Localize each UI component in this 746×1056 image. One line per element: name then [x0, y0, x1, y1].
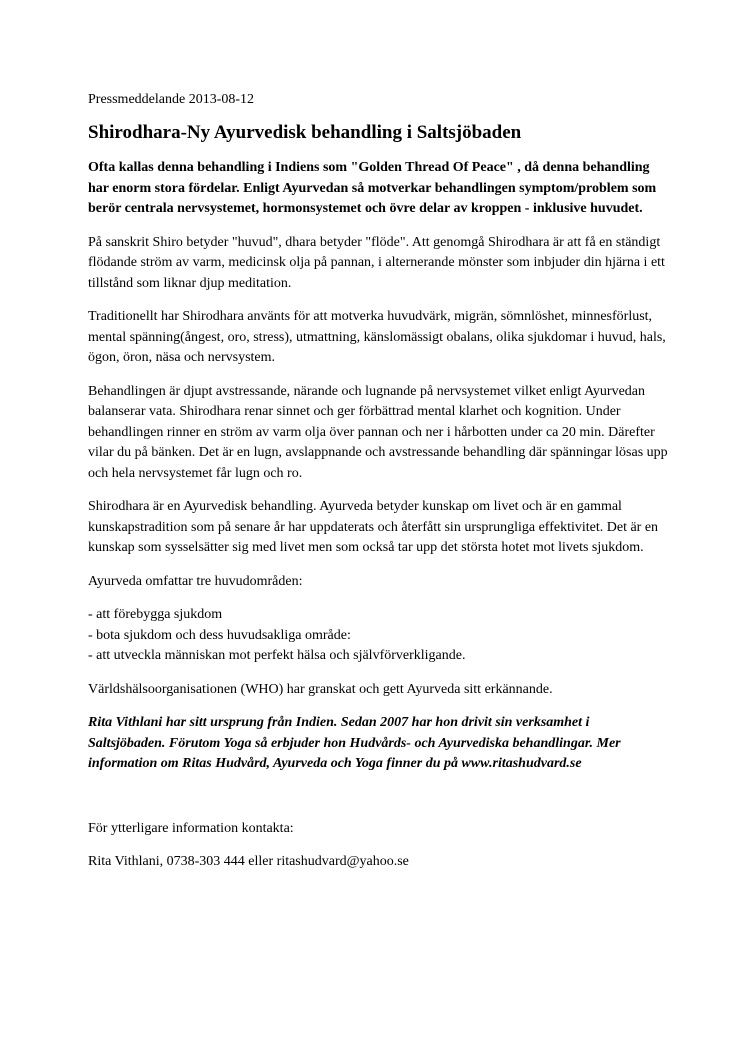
contact-details: Rita Vithlani, 0738-303 444 eller ritashudvard@yahoo.se [88, 854, 409, 869]
page-title: Shirodhara-Ny Ayurvedisk behandling i Saltsjöbaden [88, 122, 522, 143]
paragraph-sanskrit-meaning: På sanskrit Shiro betyder "huvud", dhara betyder "flöde". Att genomgå Shirodhara är att få en ständigt flödande ström av varm, medicinsk olja på pannan, i alternerande mönster som inbjuder din hjärna i ett tillstånd som liknar djup meditation. [88, 234, 665, 291]
paragraph-ayurveda-background: Shirodhara är en Ayurvedisk behandling. Ayurveda betyder kunskap om livet och är en gammal kunskapstradition som på senare år har uppdaterats och återfått sin ursprungliga effektivitet. Det är en kunskap som sysselsätter sig med livet men som också tar upp det största hotet mot livets sjukdom. [88, 499, 659, 555]
list-item: - att utveckla människan mot perfekt hälsa och självförverkligande. [88, 648, 466, 663]
lead-paragraph: Ofta kallas denna behandling i Indiens som "Golden Thread Of Peace" , då denna behandling har enorm stora fördelar. Enligt Ayurvedan så motverkar behandlingen symptom/problem som berör centrala nervsystemet, hormonsystemet och övre delar av kroppen - inklusive huvudet. [88, 160, 657, 216]
press-release-body [88, 91, 668, 886]
list-item: - att förebygga sjukdom [88, 607, 223, 622]
paragraph-treatment-description: Behandlingen är djupt avstressande, närande och lugnande på nervsystemet vilket enligt Ayurvedan balanserar vata. Shirodhara renar sinnet och ger förbättrad mental klarhet och kognition. Under behandlingen rinner en ström av varm olja över pannan och ner i hårbotten under ca 20 min. Därefter vilar du på bänken. Det är en lugn, avslappnande och avstressande behandling där spänningar lösas upp och hela nervsystemet får lugn och ro. [88, 383, 668, 481]
closing-about-rita: Rita Vithlani har sitt ursprung från Indien. Sedan 2007 har hon drivit sin verksamhet i Saltsjöbaden. Förutom Yoga så erbjuder hon Hudvårds- och Ayurvediska behandlingar. Mer information om Ritas Hudvård, Ayurveda och Yoga finner du på www.ritashudvard.se [88, 715, 621, 771]
paragraph-ayurveda-areas-intro: Ayurveda omfattar tre huvudområden: [88, 573, 303, 589]
contact-heading: För ytterligare information kontakta: [88, 820, 294, 836]
ayurveda-areas-list [88, 605, 668, 667]
list-item: - bota sjukdom och dess huvudsakliga område: [88, 627, 351, 643]
paragraph-traditional-use: Traditionellt har Shirodhara använts för att motverka huvudvärk, migrän, sömnlöshet, minnesförlust, mental spänning(ångest, oro, stress), utmattning, känslomässigt obalans, olika sjukdomar i huvud, hals, ögon, öron, näsa och nervsystem. [88, 309, 666, 365]
who-recognition: Världshälsoorganisationen (WHO) har granskat och gett Ayurveda sitt erkännande. [88, 681, 553, 697]
dateline: Pressmeddelande 2013-08-12 [88, 92, 255, 107]
